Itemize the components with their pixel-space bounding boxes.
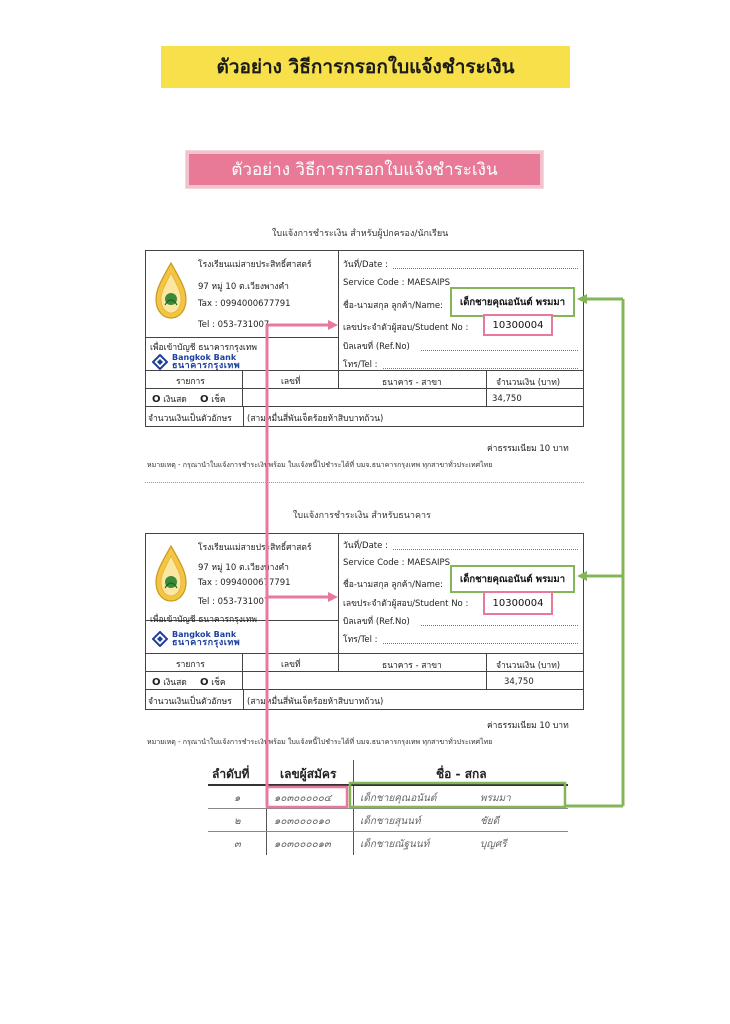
bangkok-bank-logo	[152, 630, 240, 648]
header-order: ลำดับที่	[212, 767, 250, 781]
col-amount: จำนวนเงิน (บาท)	[496, 378, 561, 388]
cheque-option[interactable]: O เช็ค	[200, 677, 226, 688]
school-address: 97 หมู่ 10 ต.เวียงพางคำ	[198, 563, 289, 573]
header-full-name: ชื่อ - สกล	[436, 767, 487, 781]
row-first-name: เด็กชายคุณอนันต์	[360, 793, 437, 804]
school-address: 97 หมู่ 10 ต.เวียงพางคำ	[198, 282, 289, 292]
row-no: ๑	[234, 793, 241, 804]
service-code: Service Code : MAESAIPS	[343, 558, 451, 568]
name-label: ชื่อ-นามสกุล ลูกค้า/Name:	[343, 580, 443, 590]
row-last-name: บุญศรี	[480, 839, 507, 850]
list-item	[208, 786, 568, 809]
tel-field[interactable]: โทร/Tel :	[343, 635, 378, 645]
name-label: ชื่อ-นามสกุล ลูกค้า/Name:	[343, 301, 443, 311]
row-id: ๑๐๓๐๐๐๐๑๓	[274, 839, 331, 850]
cash-option[interactable]: O เงินสด	[152, 394, 187, 405]
payment-form-parent	[145, 250, 584, 427]
amount-value: 34,750	[504, 677, 534, 687]
applicant-list	[208, 760, 568, 855]
student-no-highlight: 10300004	[483, 314, 553, 336]
ref-no-field[interactable]: บิลเลขที่ (Ref.No)	[343, 342, 410, 352]
row-no: ๓	[234, 839, 241, 850]
school-tax: Tax : 0994000677791	[198, 578, 291, 588]
fee-note: ค่าธรรมเนียม 10 บาท	[487, 721, 569, 731]
form1-caption: ใบแจ้งการชำระเงิน สำหรับผู้ปกครอง/นักเรียน	[272, 229, 449, 239]
name-value-highlight: เด็กชายคุณอนันต์ พรมมา	[450, 287, 575, 317]
row-last-name: ชัยดี	[480, 816, 500, 827]
col-amount: จำนวนเงิน (บาท)	[496, 661, 561, 671]
cheque-label: เช็ค	[211, 678, 226, 688]
date-field[interactable]: วันที่/Date :	[343, 260, 388, 270]
row-no: ๒	[234, 816, 241, 827]
form2-caption: ใบแจ้งการชำระเงิน สำหรับธนาคาร	[293, 511, 431, 521]
amount-value: 34,750	[492, 394, 522, 404]
bank-name-en: Bangkok Bank	[172, 630, 237, 639]
remark-note: หมายเหตุ - กรุณานำใบแจ้งการชำระเงินพร้อม ใบแจ้งหนี้ไปชำระได้ที่ บมจ.ธนาคารกรุงเทพ ทุกสาขาทั่วประเทศไทย	[147, 461, 493, 469]
header-applicant-id: เลขผู้สมัคร	[280, 767, 337, 781]
amount-words-label: จำนวนเงินเป็นตัวอักษร	[148, 414, 232, 424]
bangkok-bank-icon	[152, 631, 168, 647]
list-item	[208, 832, 568, 855]
school-name: โรงเรียนแม่สายประสิทธิ์ศาสตร์	[198, 260, 312, 270]
school-tel: Tel : 053-731007	[198, 320, 270, 330]
school-logo	[152, 261, 190, 321]
school-name: โรงเรียนแม่สายประสิทธิ์ศาสตร์	[198, 543, 312, 553]
row-last-name: พรมมา	[480, 793, 511, 804]
student-no-label: เลขประจำตัวผู้สอบ/Student No :	[343, 323, 469, 333]
student-no-label: เลขประจำตัวผู้สอบ/Student No :	[343, 599, 469, 609]
amount-words: (สามหมื่นสี่พันเจ็ดร้อยห้าสิบบาทถ้วน)	[247, 697, 384, 707]
school-tel: Tel : 053-731007	[198, 597, 270, 607]
bank-account-label: เพื่อเข้าบัญชี ธนาคารกรุงเทพ	[150, 615, 257, 625]
bangkok-bank-icon	[152, 354, 168, 370]
date-field[interactable]: วันที่/Date :	[343, 541, 388, 551]
name-value-highlight: เด็กชายคุณอนันต์ พรมมา	[450, 565, 575, 593]
cash-option[interactable]: O เงินสด	[152, 677, 187, 688]
fee-note: ค่าธรรมเนียม 10 บาท	[487, 444, 569, 454]
school-logo	[152, 544, 190, 604]
cash-label: เงินสด	[163, 395, 187, 405]
tel-field[interactable]: โทร/Tel :	[343, 360, 378, 370]
title-banner: ตัวอย่าง วิธีการกรอกใบแจ้งชำระเงิน	[161, 46, 570, 88]
bank-name-th: ธนาคารกรุงเทพ	[172, 361, 241, 371]
cheque-option[interactable]: O เช็ค	[200, 394, 226, 405]
bank-account-label: เพื่อเข้าบัญชี ธนาคารกรุงเทพ	[150, 343, 257, 353]
col-item: รายการ	[176, 660, 205, 670]
ref-no-field[interactable]: บิลเลขที่ (Ref.No)	[343, 617, 410, 627]
example-banner: ตัวอย่าง วิธีการกรอกใบแจ้งชำระเงิน	[186, 151, 543, 188]
remark-note: หมายเหตุ - กรุณานำใบแจ้งการชำระเงินพร้อม ใบแจ้งหนี้ไปชำระได้ที่ บมจ.ธนาคารกรุงเทพ ทุกสาขาทั่วประเทศไทย	[147, 738, 493, 746]
bank-name-th: ธนาคารกรุงเทพ	[172, 638, 241, 648]
col-item: รายการ	[176, 377, 205, 387]
bank-name-en: Bangkok Bank	[172, 353, 237, 362]
cash-label: เงินสด	[163, 678, 187, 688]
service-code: Service Code : MAESAIPS	[343, 278, 451, 288]
bangkok-bank-logo	[152, 353, 240, 371]
school-tax: Tax : 0994000677791	[198, 299, 291, 309]
row-id: ๑๐๓๐๐๐๐๑๐	[274, 816, 331, 827]
col-bank: ธนาคาร - สาขา	[382, 378, 442, 388]
list-header	[208, 760, 568, 786]
payment-form-bank	[145, 533, 584, 710]
col-no: เลขที่	[281, 377, 301, 387]
cheque-label: เช็ค	[211, 395, 226, 405]
col-no: เลขที่	[281, 660, 301, 670]
row-first-name: เด็กชายณัฐนนท์	[360, 839, 430, 850]
amount-words-label: จำนวนเงินเป็นตัวอักษร	[148, 697, 232, 707]
col-bank: ธนาคาร - สาขา	[382, 661, 442, 671]
student-no-highlight: 10300004	[483, 591, 553, 615]
list-item	[208, 809, 568, 832]
row-id: ๑๐๓๐๐๐๐๐๔	[274, 793, 332, 804]
row-first-name: เด็กชายสุนนท์	[360, 816, 421, 827]
amount-words: (สามหมื่นสี่พันเจ็ดร้อยห้าสิบบาทถ้วน)	[247, 414, 384, 424]
